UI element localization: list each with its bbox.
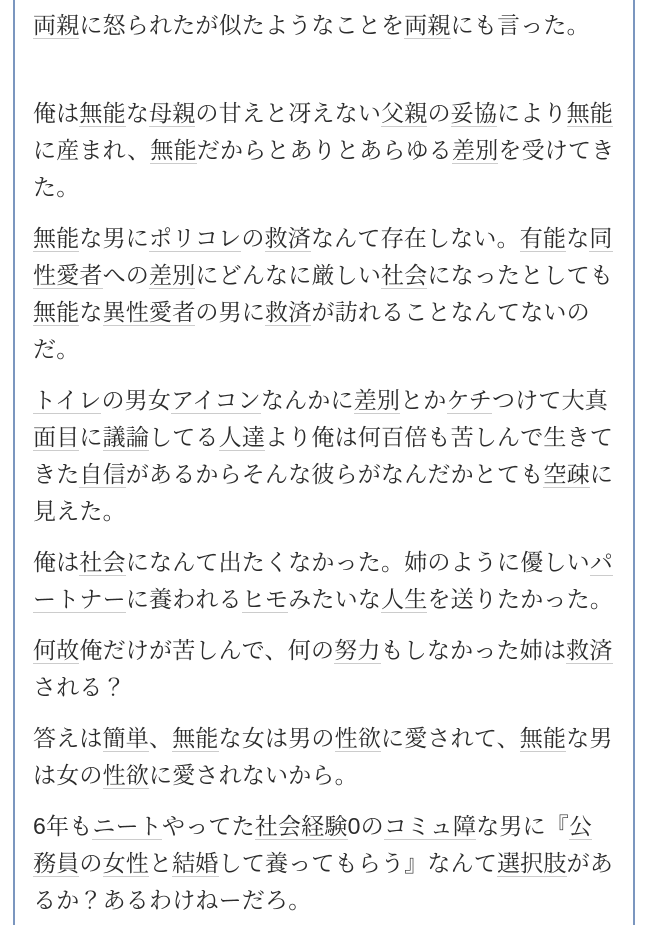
text-segment: される？ [33,674,126,700]
keyword-link[interactable]: 無能 [33,299,80,325]
text-segment: にも言った。 [450,12,590,38]
keyword-link[interactable]: 空疎 [543,461,590,487]
keyword-link[interactable]: 社会 [381,262,428,288]
text-segment: になんて出たくなかった。姉のように優しい [125,549,590,575]
text-segment: な [566,225,590,251]
text-segment: を送りたかった。 [427,586,614,612]
keyword-link[interactable]: 父親 [381,100,428,126]
keyword-link[interactable]: 両親 [33,12,80,38]
text-segment: 俺だけが苦しんで、何の [79,637,335,663]
paragraph [33,632,615,706]
keyword-link[interactable]: ポリコレ [149,225,242,251]
text-segment: に怒られたが似たようなことを [79,12,405,38]
paragraph [33,220,615,368]
text-segment: つけて大真 [491,387,608,413]
text-segment: があるか？あるわけねーだろ。 [33,850,614,913]
keyword-link[interactable]: 無能 [33,225,80,251]
text-segment: だからとありとあらゆる [196,137,452,163]
keyword-link[interactable]: 結婚 [172,850,219,876]
keyword-link[interactable]: ケチ [446,387,492,413]
text-segment: なんかに [260,387,354,413]
article-container [13,0,635,925]
text-segment: な男は女の [33,725,613,788]
text-segment: への [102,262,150,288]
keyword-link[interactable]: 無能 [150,137,197,163]
text-segment: 俺は [33,549,80,575]
paragraph [33,7,615,44]
text-segment: に愛されて、 [381,725,520,751]
text-segment: みたいな [288,586,382,612]
text-segment: な [79,299,103,325]
keyword-link[interactable]: ヒモ [241,586,289,612]
keyword-link[interactable]: 議論 [102,424,150,450]
text-segment: があるからそんな彼らがなんだかとても [125,461,544,487]
paragraph [33,95,615,206]
keyword-link[interactable]: 差別 [353,387,401,413]
text-segment: が訪れることなんてないのだ。 [33,299,590,362]
keyword-link[interactable]: 面目 [33,424,80,450]
text-segment: の男女 [101,387,172,413]
keyword-link[interactable]: 無能 [519,725,567,751]
text-segment: より俺は何百倍も苦しんで生きてきた [33,424,614,487]
text-segment: に養われる [125,586,242,612]
keyword-link[interactable]: 性欲 [334,725,382,751]
keyword-link[interactable]: 両親 [404,12,451,38]
text-segment: なんて存在しない。 [310,225,520,251]
keyword-link[interactable]: 人生 [381,586,428,612]
text-segment: の男に [195,299,266,325]
text-segment: 、 [149,725,173,751]
text-segment: に産まれ、 [33,137,151,163]
keyword-link[interactable]: 無能 [79,100,126,126]
text-segment: な男に『 [476,813,569,839]
keyword-link[interactable]: 妥協 [450,100,498,126]
keyword-link[interactable]: 差別 [452,137,499,163]
keyword-link[interactable]: 無能 [172,725,219,751]
text-segment: してる [149,424,219,450]
text-segment: 俺は [33,100,80,126]
text-segment: になったとしても [427,262,614,288]
text-segment: の [79,850,103,876]
keyword-link[interactable]: 有能 [519,225,567,251]
keyword-link[interactable]: 女性 [102,850,150,876]
keyword-link[interactable]: 人達 [218,424,266,450]
paragraph [33,720,615,794]
keyword-link[interactable]: トイレ [33,387,102,413]
text-segment: の [241,225,265,251]
paragraph [33,382,615,530]
text-segment: にどんなに厳しい [195,262,382,288]
text-segment: 0の [347,813,384,839]
keyword-link[interactable]: アイコン [171,387,261,413]
keyword-link[interactable]: 救済 [264,225,311,251]
text-segment: により [497,100,567,126]
text-segment: な女は男の [218,725,335,751]
post-body [33,7,615,919]
text-segment: と [149,850,173,876]
text-segment: に [79,424,103,450]
keyword-link[interactable]: 選択肢 [497,850,567,876]
text-segment: やってた [162,813,255,839]
keyword-link[interactable]: 同性愛者 [33,225,613,288]
text-segment: な [125,100,150,126]
keyword-link[interactable]: 社会経験 [254,813,348,839]
keyword-link[interactable]: 簡単 [102,725,150,751]
keyword-link[interactable]: 救済 [265,299,312,325]
keyword-link[interactable]: ニート [92,813,163,839]
text-segment: の [427,100,451,126]
keyword-link[interactable]: 異性愛者 [102,299,196,325]
keyword-link[interactable]: 努力 [334,637,381,663]
keyword-link[interactable]: パートナー [33,549,614,612]
keyword-link[interactable]: 性欲 [102,762,150,788]
paragraph [33,808,615,919]
keyword-link[interactable]: 公務員 [33,813,593,876]
text-segment: を受けてきた。 [33,137,615,200]
text-segment: もしなかった姉は [380,637,567,663]
text-segment: に見えた。 [33,461,614,524]
text-segment: とか [400,387,447,413]
keyword-link[interactable]: 母親 [149,100,196,126]
text-segment: な男に [79,225,150,251]
keyword-link[interactable]: 救済 [566,637,613,663]
text-segment: して養ってもらう』なんて [218,850,498,876]
paragraph [33,544,615,618]
keyword-link[interactable]: コミュ障 [383,813,477,839]
keyword-link[interactable]: 無能 [566,100,614,126]
text-segment: 答えは [33,725,103,751]
keyword-link[interactable]: 差別 [149,262,196,288]
text-segment: に愛されないから。 [149,762,358,788]
keyword-link[interactable]: 何故 [33,637,80,663]
keyword-link[interactable]: 自信 [79,461,126,487]
text-segment: の甘えと冴えない [195,100,382,126]
keyword-link[interactable]: 社会 [79,549,126,575]
text-segment: 6年も [33,813,93,839]
